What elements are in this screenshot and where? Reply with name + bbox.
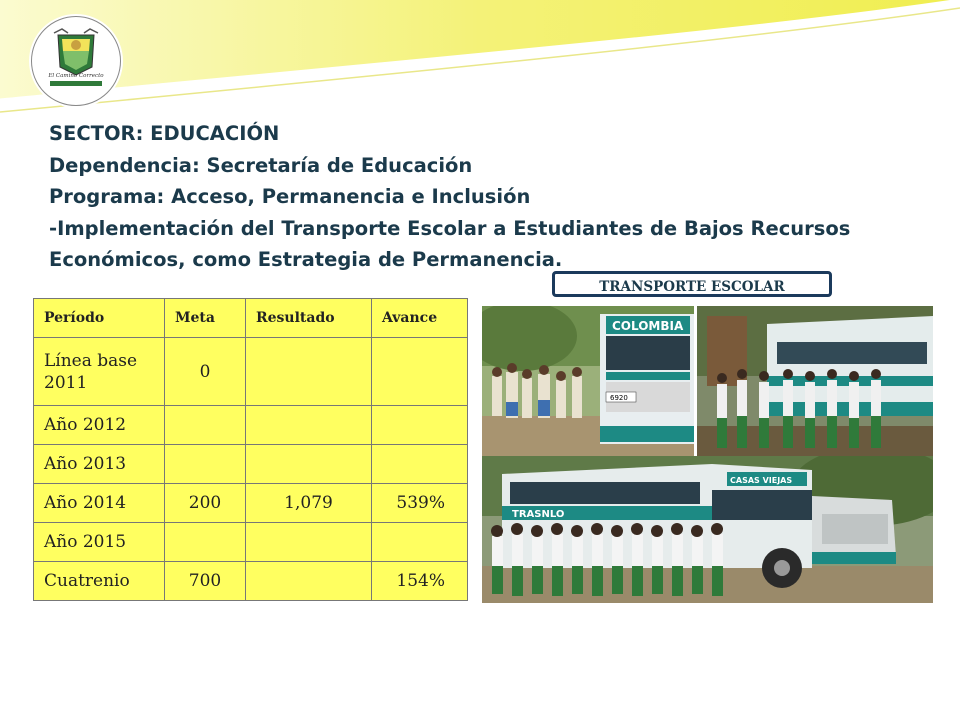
cell-periodo: Cuatrenio	[34, 562, 165, 601]
bus-destination-text: CASAS VIEJAS	[730, 476, 793, 485]
meta-description-line2: Económicos, como Estrategia de Permanencia.	[49, 248, 563, 271]
header-resultado: Resultado	[246, 299, 372, 338]
header-meta: Meta	[165, 299, 246, 338]
photo-bus-side	[697, 306, 933, 456]
cell-periodo: Año 2013	[34, 445, 165, 484]
bus-number-text: 6920	[610, 394, 628, 402]
table-row	[34, 562, 468, 601]
cell-resultado	[246, 445, 372, 484]
cell-periodo: Año 2015	[34, 523, 165, 562]
heading-block	[49, 118, 869, 276]
cell-meta: 0	[165, 338, 246, 406]
shield-icon	[32, 17, 120, 105]
logo-motto: El Camino Correcto	[48, 73, 104, 79]
programa-line: Programa: Acceso, Permanencia e Inclusión	[49, 185, 531, 208]
cell-avance	[372, 445, 468, 484]
cell-resultado	[246, 562, 372, 601]
bus-side-text: TRASNLO	[512, 509, 565, 520]
cell-avance	[372, 523, 468, 562]
cell-avance	[372, 406, 468, 445]
cell-resultado	[246, 406, 372, 445]
cell-avance	[372, 338, 468, 406]
cell-resultado	[246, 338, 372, 406]
cell-meta	[165, 523, 246, 562]
table-header-row	[34, 299, 468, 338]
cell-periodo	[34, 338, 165, 406]
table-row	[34, 523, 468, 562]
municipal-logo	[31, 16, 121, 106]
table-row	[34, 338, 468, 406]
bus-sign-text: COLOMBIA	[612, 319, 684, 333]
cell-resultado	[246, 523, 372, 562]
header-swoosh	[0, 0, 960, 120]
transporte-escolar-badge: TRANSPORTE ESCOLAR	[552, 271, 832, 297]
dependencia-line: Dependencia: Secretaría de Educación	[49, 153, 473, 177]
cell-periodo: Año 2012	[34, 406, 165, 445]
cell-periodo: Año 2014	[34, 484, 165, 523]
photo-bus-front	[482, 306, 694, 456]
cell-avance: 154%	[372, 562, 468, 601]
sector-title: SECTOR: EDUCACIÓN	[49, 122, 280, 145]
cell-periodo-line2: 2011	[44, 372, 88, 393]
cell-meta	[165, 406, 246, 445]
header-periodo: Período	[34, 299, 165, 338]
table-row	[34, 445, 468, 484]
cell-meta: 700	[165, 562, 246, 601]
table-row	[34, 484, 468, 523]
header-avance: Avance	[372, 299, 468, 338]
cell-avance: 539%	[372, 484, 468, 523]
meta-description-line1: -Implementación del Transporte Escolar a Estudiantes de Bajos Recursos	[49, 216, 851, 240]
photo-bus-students	[482, 456, 933, 603]
table-row	[34, 406, 468, 445]
cell-meta	[165, 445, 246, 484]
cell-periodo-line1: Línea base	[44, 350, 138, 371]
cell-meta: 200	[165, 484, 246, 523]
results-table	[33, 298, 468, 601]
cell-resultado: 1,079	[246, 484, 372, 523]
